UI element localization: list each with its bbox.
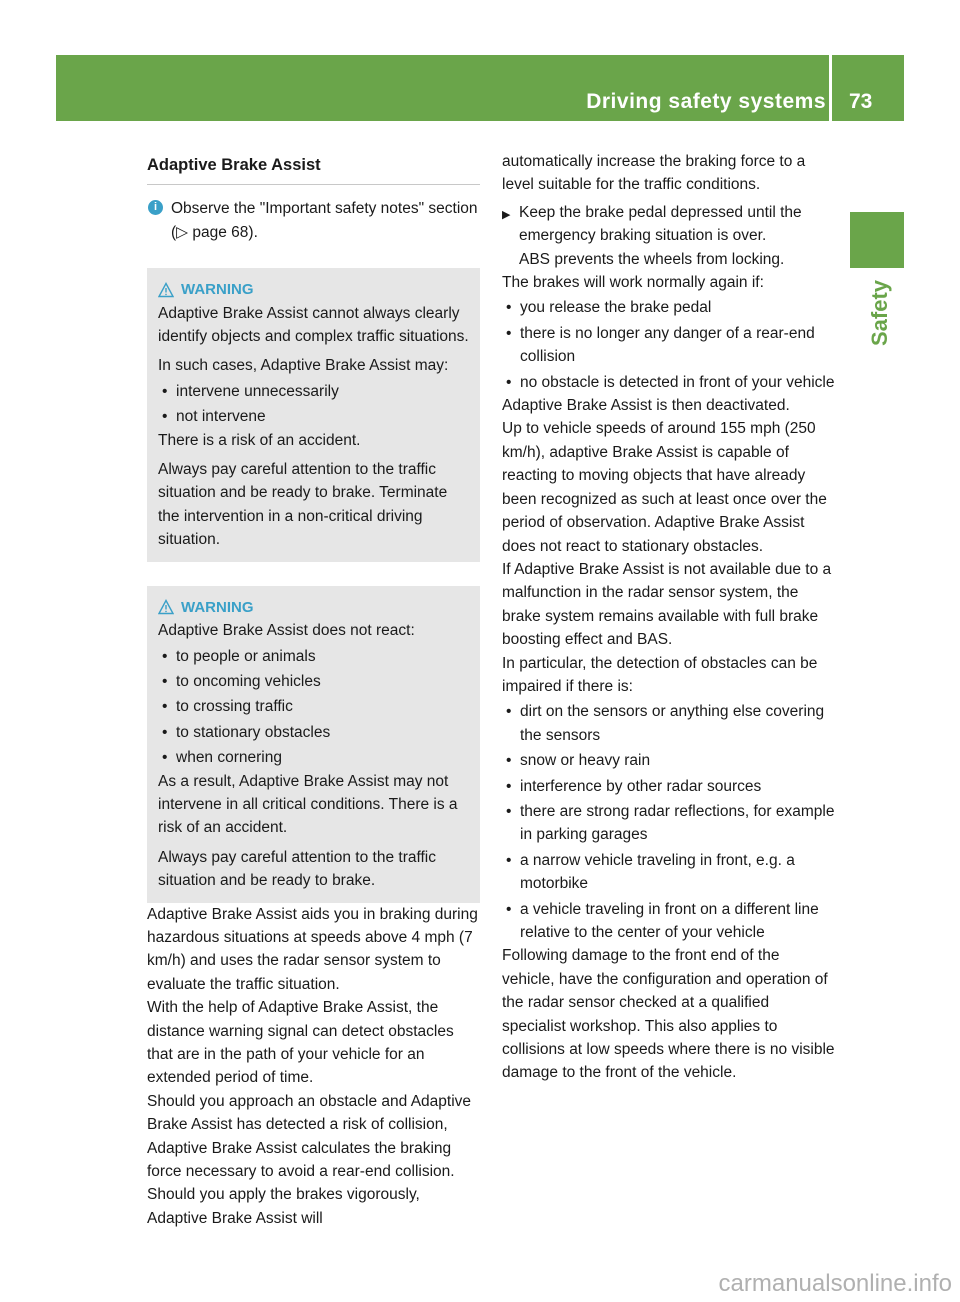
warning-text: As a result, Adaptive Brake Assist may not intervene in all critical conditions. There is a risk of an accident. (158, 772, 458, 837)
list-item-text: to crossing traffic (176, 698, 293, 716)
warning-triangle-icon (158, 282, 174, 298)
list-item-text: intervene unnecessarily (176, 382, 339, 400)
list-item: • no obstacle is detected in front of your vehicle (502, 371, 836, 394)
list-item: • a vehicle traveling in front on a different line relative to the center of your vehicle (502, 898, 836, 945)
list-item-text: snow or heavy rain (520, 752, 651, 770)
side-tab-block (850, 212, 904, 268)
body-paragraph: In particular, the detection of obstacles can be impaired if there is: (502, 654, 818, 695)
list-item-text: to people or animals (176, 647, 316, 665)
body-paragraph: Should you approach an obstacle and Adaptive Brake Assist has detected a risk of collision, Adaptive Brake Assist calculates the braking force necessary to avoid a rear-end collision. Should you apply the brakes vigorously, Adaptive Brake Assist will (147, 1092, 472, 1227)
warning-box-1 (147, 268, 480, 561)
list-item: • to stationary obstacles (158, 721, 470, 744)
list-item-text: you release the brake pedal (520, 299, 712, 317)
list-item: • to people or animals (158, 645, 470, 668)
body-paragraph: With the help of Adaptive Brake Assist, the distance warning signal can detect obstacles that are in the path of your vehicle for an extended period of time. (147, 999, 454, 1087)
page-number: 73 (849, 90, 873, 113)
warning-triangle-icon (158, 599, 174, 615)
warning-text: Always pay careful attention to the traffic situation and be ready to brake. (158, 848, 437, 890)
list-item-text: a narrow vehicle traveling in front, e.g. a motorbike (520, 851, 795, 893)
list-item: • there are strong radar reflections, for example in parking garages (502, 800, 836, 847)
warning-label: WARNING (181, 598, 254, 616)
list-item-text: there are strong radar reflections, for example in parking garages (520, 802, 835, 844)
warning-header (158, 278, 470, 301)
body-paragraph: Adaptive Brake Assist is then deactivated. (502, 397, 790, 415)
side-tab-label: Safety (867, 279, 893, 347)
warning-text: In such cases, Adaptive Brake Assist may: (158, 357, 449, 375)
list-item: • a narrow vehicle traveling in front, e.g. a motorbike (502, 849, 836, 896)
list-item-text: dirt on the sensors or anything else covering the sensors (520, 703, 825, 744)
body-paragraph: The brakes will work normally again if: (502, 274, 764, 292)
list-item-text: to oncoming vehicles (176, 672, 321, 690)
list-item-text: there is no longer any danger of a rear-end collision (520, 324, 815, 366)
step-arrow-icon: ▶ (502, 208, 511, 221)
warning-text: Adaptive Brake Assist cannot always clearly identify objects and complex traffic situations. (158, 304, 469, 346)
warning-text: Always pay careful attention to the traffic situation and be ready to brake. Terminate the intervention in a non-critical driving situation. (158, 461, 448, 549)
info-text: Observe the "Important safety notes" section (▷ page 68). (171, 200, 478, 241)
body-paragraph: If Adaptive Brake Assist is not available due to a malfunction in the radar sensor system, the brake system remains available with full brake boosting effect and BAS. (502, 560, 832, 649)
list-item: • to oncoming vehicles (158, 670, 470, 693)
step-text: Keep the brake pedal depressed until the emergency braking situation is over. (519, 203, 802, 245)
list-item: • snow or heavy rain (502, 749, 836, 772)
warning-text: There is a risk of an accident. (158, 431, 361, 449)
list-item: • interference by other radar sources (502, 775, 836, 798)
warning-header (158, 596, 470, 619)
left-column (147, 150, 480, 1230)
list-item: • dirt on the sensors or anything else covering the sensors (502, 700, 836, 747)
list-item: • there is no longer any danger of a rear-end collision (502, 322, 836, 369)
list-item: • to crossing traffic (158, 695, 470, 718)
chapter-title: Driving safety systems (586, 90, 826, 113)
list-item-text: to stationary obstacles (176, 723, 331, 741)
warning-box-2 (147, 586, 480, 903)
list-item-text: when cornering (176, 749, 282, 767)
list-item: • not intervene (158, 405, 470, 428)
list-item-text: a vehicle traveling in front on a different line relative to the center of your vehicle (520, 900, 819, 941)
right-column (502, 150, 836, 1085)
list-item: • intervene unnecessarily (158, 380, 470, 403)
list-item: • you release the brake pedal (502, 296, 836, 319)
body-paragraph: Following damage to the front end of the vehicle, have the configuration and operation of the radar sensor checked at a qualified specialist workshop. This also applies to collisions at low speeds where there is no visible damage to the front of the vehicle. (502, 947, 835, 1082)
info-note (147, 197, 480, 244)
header-divider (829, 55, 832, 121)
body-paragraph: Up to vehicle speeds of around 155 mph (250 km/h), adaptive Brake Assist is capable of reacting to moving objects that have already been recognized as such at least once over the period of observation. Adaptive Brake Assist does not react to stationary obstacles. (502, 420, 827, 555)
list-item-text: interference by other radar sources (520, 777, 762, 795)
watermark: carmanualsonline.info (718, 1270, 952, 1297)
body-paragraph: Adaptive Brake Assist aids you in braking during hazardous situations at speeds above 4 mph (7 km/h) and uses the radar sensor system to evaluate the traffic situation. (147, 905, 478, 993)
step-note: ABS prevents the wheels from locking. (519, 250, 785, 268)
info-icon: i (148, 200, 163, 215)
body-paragraph: automatically increase the braking force to a level suitable for the traffic conditions. (502, 153, 806, 194)
warning-text: Adaptive Brake Assist does not react: (158, 622, 415, 640)
warning-label: WARNING (181, 281, 254, 299)
list-item-text: not intervene (176, 408, 266, 426)
section-title: Adaptive Brake Assist (147, 154, 480, 185)
instruction-step (502, 201, 836, 271)
list-item-text: no obstacle is detected in front of your vehicle (520, 373, 835, 391)
list-item: • when cornering (158, 746, 470, 769)
